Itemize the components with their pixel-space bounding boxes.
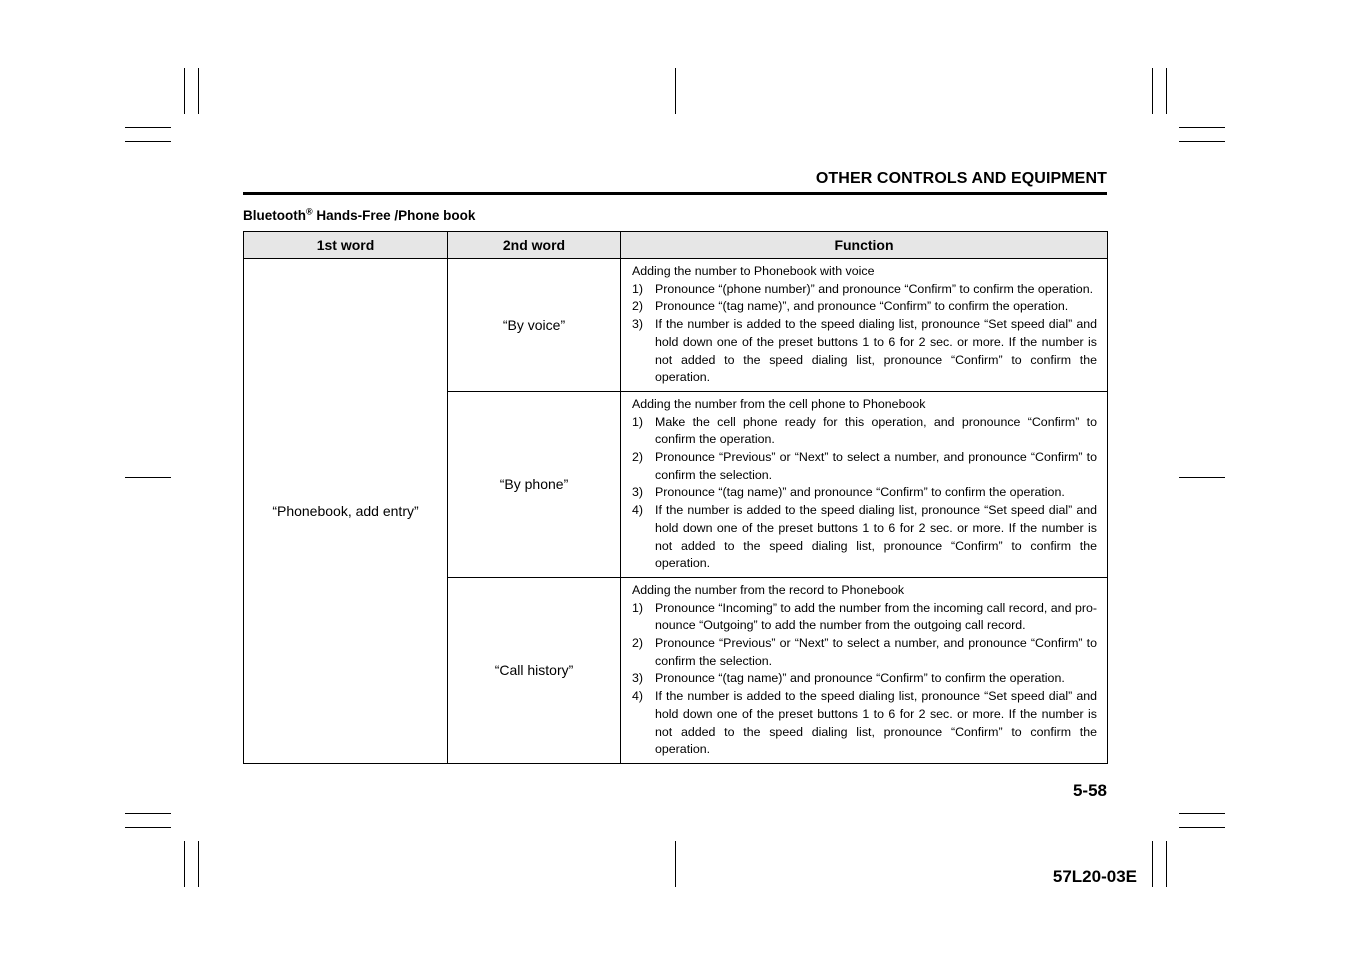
step-number: 4): [632, 689, 644, 704]
column-header-function: Function: [621, 232, 1108, 259]
step-number: 2): [632, 636, 644, 651]
function-intro: Adding the number from the cell phone to Phonebook: [632, 396, 926, 411]
first-word-cell: “Phonebook, add entry”: [244, 259, 448, 764]
step-item: [632, 484, 1097, 502]
step-text: Make the cell phone ready for this operation, and pronounce “Confirm” to confirm the operation.: [655, 414, 1097, 447]
step-item: [632, 635, 1097, 670]
crop-mark: [125, 141, 171, 142]
step-text: Pronounce “Previous” or “Next” to select a number, and pronounce “Confirm” to confirm the selection.: [655, 636, 1097, 668]
document-code: 57L20-03E: [1052, 867, 1137, 886]
section-title: OTHER CONTROLS AND EQUIPMENT: [815, 170, 1107, 187]
second-word-cell: “By phone”: [448, 391, 621, 577]
crop-mark: [184, 841, 185, 887]
step-item: [632, 688, 1097, 759]
page-number: 5-58: [1072, 781, 1107, 800]
function-cell: [621, 391, 1108, 577]
crop-mark: [198, 841, 199, 887]
crop-mark: [1179, 477, 1225, 478]
step-number: 2): [632, 450, 644, 465]
crop-mark: [1179, 813, 1225, 814]
crop-mark: [1152, 841, 1153, 887]
step-item: [632, 449, 1097, 484]
step-item: [632, 600, 1097, 635]
function-cell: [621, 259, 1108, 392]
step-text: Pronounce “(phone number)” and pronounce “Confirm” to confirm the operation.: [655, 281, 1094, 296]
step-text: Pronounce “(tag name)” and pronounce “Confirm” to confirm the operation.: [655, 671, 1065, 686]
crop-mark: [1179, 141, 1225, 142]
step-list: [632, 600, 1097, 759]
crop-mark: [1179, 827, 1225, 828]
second-word-cell: “Call history”: [448, 577, 621, 763]
step-number: 1): [632, 414, 644, 429]
crop-mark: [1166, 841, 1167, 887]
step-number: 2): [632, 299, 644, 314]
step-number: 3): [632, 485, 644, 500]
crop-mark: [1152, 68, 1153, 114]
step-item: [632, 298, 1097, 316]
step-number: 3): [632, 317, 644, 332]
registered-mark: ®: [306, 206, 313, 217]
step-number: 3): [632, 671, 644, 686]
step-text: Pronounce “Previous” or “Next” to select a number, and pronounce “Confirm” to confirm the selection.: [655, 450, 1097, 482]
crop-mark: [125, 813, 171, 814]
step-item: [632, 670, 1097, 688]
step-number: 1): [632, 281, 644, 296]
voice-command-table: [243, 231, 1108, 764]
second-word-cell: “By voice”: [448, 259, 621, 392]
step-list: [632, 414, 1097, 573]
step-number: 1): [632, 600, 644, 615]
step-text: If the number is added to the speed dialing list, pronounce “Set speed dial” and hold down one of the preset buttons 1 to 6 for 2 sec. or more. If the number is not added to the speed dialing list, pronounce “Confirm” to confirm the operation.: [655, 689, 1097, 757]
crop-mark: [1179, 127, 1225, 128]
crop-mark: [1166, 68, 1167, 114]
function-intro: Adding the number to Phonebook with voice: [632, 264, 875, 278]
table-header-row: [244, 232, 1108, 259]
crop-mark: [198, 68, 199, 114]
crop-mark: [125, 477, 171, 478]
step-text: Pronounce “(tag name)” and pronounce “Confirm” to confirm the operation.: [655, 485, 1065, 500]
heading-prefix: Bluetooth: [243, 208, 306, 223]
column-header-second-word: 2nd word: [448, 232, 621, 259]
step-text: Pronounce “(tag name)”, and pronounce “Confirm” to confirm the operation.: [655, 299, 1069, 314]
step-item: [632, 316, 1097, 387]
table-row: [244, 259, 1108, 392]
step-item: [632, 281, 1097, 299]
step-item: [632, 414, 1097, 449]
step-list: [632, 281, 1097, 387]
crop-mark: [125, 127, 171, 128]
table-heading: [243, 208, 475, 223]
crop-mark: [675, 841, 676, 887]
step-text: Pronounce “Incoming” to add the number from the incoming call record, and pro-nounce “Outgoing” to add the number from the outgoing call record.: [655, 600, 1097, 633]
step-text: If the number is added to the speed dialing list, pronounce “Set speed dial” and hold down one of the preset buttons 1 to 6 for 2 sec. or more. If the number is not added to the speed dialing list, pronounce “Confirm” to confirm the operation.: [655, 503, 1097, 571]
heading-suffix: Hands-Free /Phone book: [312, 208, 476, 223]
column-header-first-word: 1st word: [244, 232, 448, 259]
crop-mark: [675, 68, 676, 114]
function-intro: Adding the number from the record to Phonebook: [632, 582, 905, 597]
step-text: If the number is added to the speed dialing list, pronounce “Set speed dial” and hold down one of the preset buttons 1 to 6 for 2 sec. or more. If the number is not added to the speed dialing list, pronounce “Confirm” to confirm the operation.: [655, 317, 1097, 385]
crop-mark: [125, 827, 171, 828]
step-number: 4): [632, 503, 644, 518]
crop-mark: [184, 68, 185, 114]
function-cell: [621, 577, 1108, 763]
step-item: [632, 502, 1097, 573]
header-rule: [243, 192, 1107, 195]
